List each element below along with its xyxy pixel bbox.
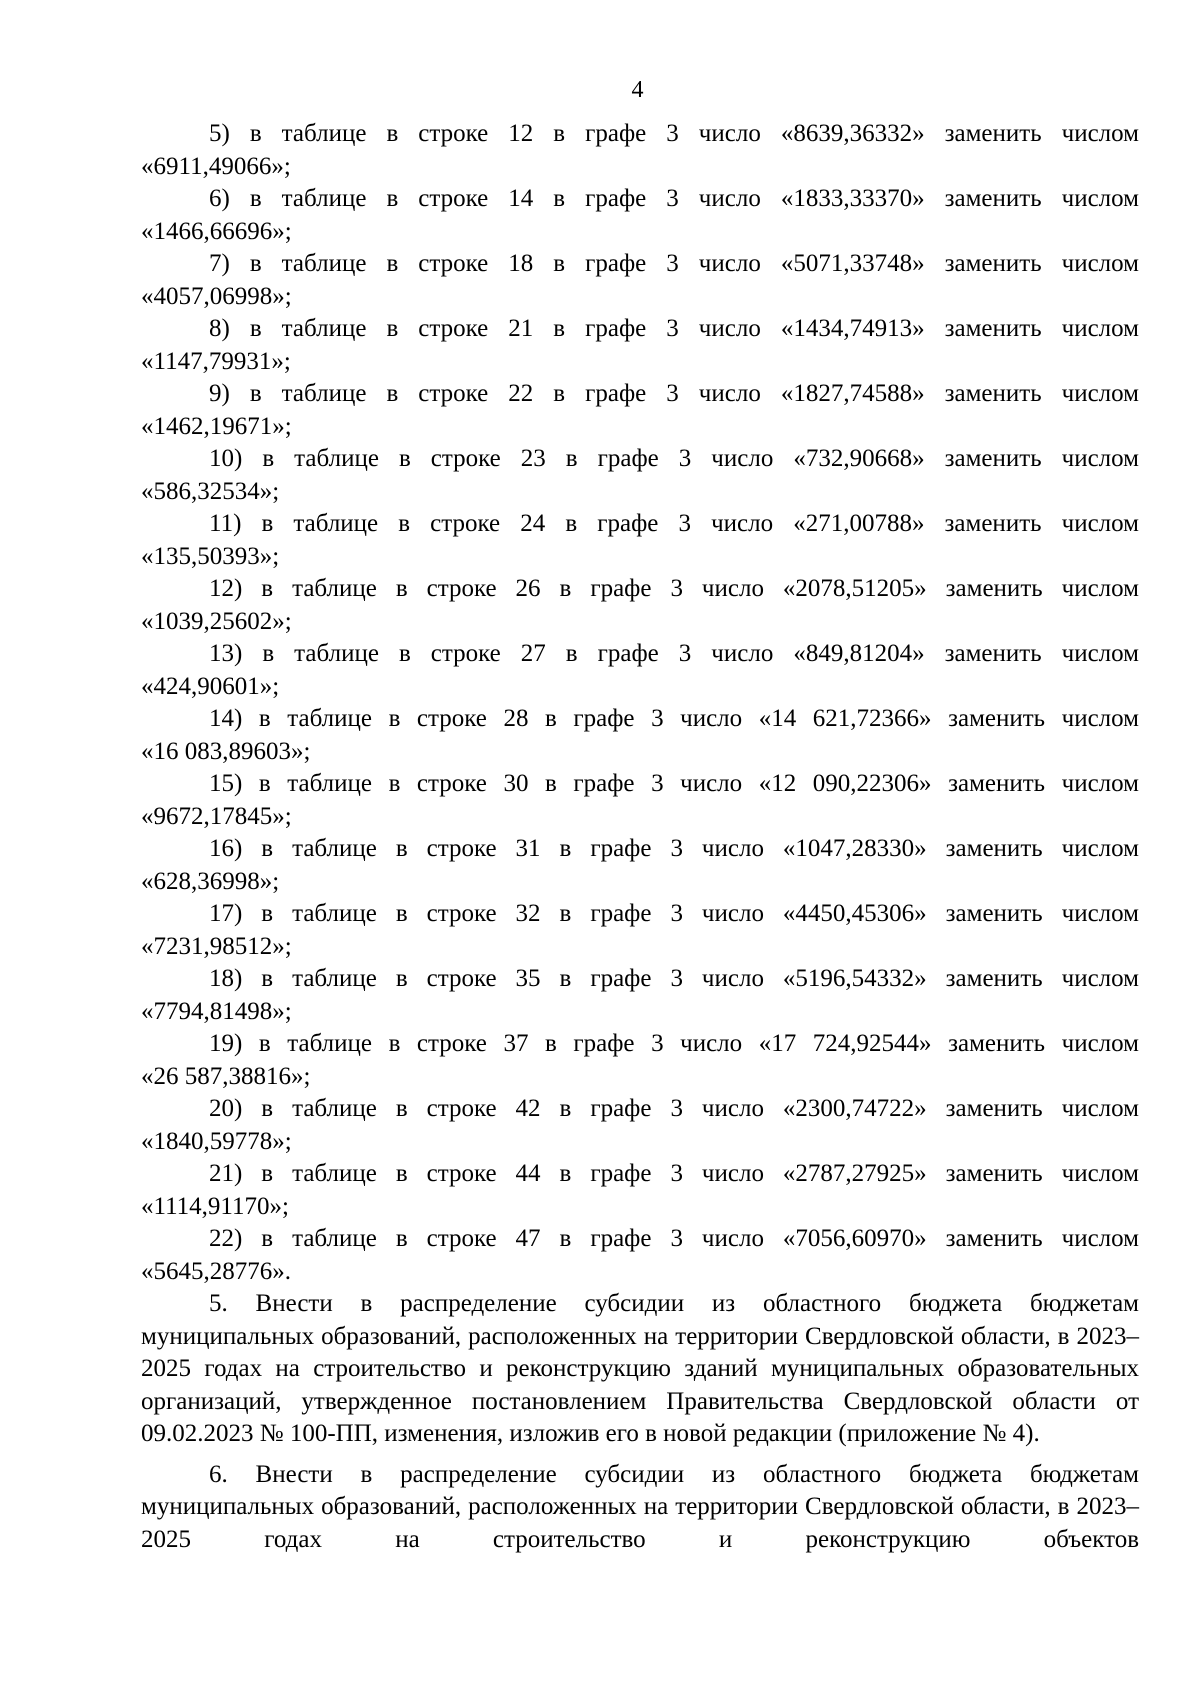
list-item-text: 12) в таблице в строке 26 в графе 3 число «2078,51205» заменить числом [209, 575, 1139, 602]
list-item-value: «16 083,89603»; [141, 737, 311, 765]
list-item [141, 1158, 1139, 1223]
list-item-text: 15) в таблице в строке 30 в графе 3 число «12 090,22306» заменить числом [209, 770, 1139, 797]
list-item-value: «1840,59778»; [141, 1127, 292, 1155]
list-item [141, 183, 1139, 248]
list-item [141, 378, 1139, 443]
list-item-value: «26 587,38816»; [141, 1062, 311, 1090]
list-item-text: 21) в таблице в строке 44 в графе 3 число «2787,27925» заменить числом [209, 1160, 1139, 1187]
list-item-text: 16) в таблице в строке 31 в графе 3 число «1047,28330» заменить числом [209, 835, 1139, 862]
list-item [141, 313, 1139, 378]
list-item-text: 19) в таблице в строке 37 в графе 3 число «17 724,92544» заменить числом [209, 1030, 1139, 1057]
list-item-text: 17) в таблице в строке 32 в графе 3 число «4450,45306» заменить числом [209, 900, 1139, 927]
document-body [141, 118, 1139, 1556]
list-item-text: 10) в таблице в строке 23 в графе 3 число «732,90668» заменить числом [209, 445, 1139, 472]
list-item-value: «1039,25602»; [141, 607, 292, 635]
list-item [141, 573, 1139, 638]
list-item-value: «4057,06998»; [141, 282, 292, 310]
list-item-text: 14) в таблице в строке 28 в графе 3 число «14 621,72366» заменить числом [209, 705, 1139, 732]
list-item [141, 638, 1139, 703]
list-item-value: «424,90601»; [141, 672, 280, 700]
list-item-text: 7) в таблице в строке 18 в графе 3 число «5071,33748» заменить числом [209, 250, 1139, 277]
list-item-value: «7794,81498»; [141, 997, 292, 1025]
list-item [141, 118, 1139, 183]
list-item-text: 8) в таблице в строке 21 в графе 3 число «1434,74913» заменить числом [209, 315, 1139, 342]
list-item-text: 22) в таблице в строке 47 в графе 3 число «7056,60970» заменить числом [209, 1225, 1139, 1252]
list-item [141, 768, 1139, 833]
list-item-value: «1462,19671»; [141, 412, 292, 440]
list-item-text: 11) в таблице в строке 24 в графе 3 число «271,00788» заменить числом [209, 510, 1139, 537]
list-item [141, 443, 1139, 508]
list-item [141, 833, 1139, 898]
paragraph-6: 6. Внести в распределение субсидии из областного бюджета бюджетам муниципальных образований, расположенных на территории Свердловской области, в 2023–2025 годах на строительство и реконструкцию объектов [141, 1460, 1139, 1553]
list-item-value: «5645,28776». [141, 1257, 291, 1285]
list-item-text: 18) в таблице в строке 35 в графе 3 число «5196,54332» заменить числом [209, 965, 1139, 992]
list-item-text: 6) в таблице в строке 14 в графе 3 число «1833,33370» заменить числом [209, 185, 1139, 212]
list-item [141, 508, 1139, 573]
list-item-text: 13) в таблице в строке 27 в графе 3 число «849,81204» заменить числом [209, 640, 1139, 667]
list-item-value: «135,50393»; [141, 542, 280, 570]
list-item-text: 5) в таблице в строке 12 в графе 3 число «8639,36332» заменить числом [209, 120, 1139, 147]
paragraph-5: 5. Внести в распределение субсидии из областного бюджета бюджетам муниципальных образований, расположенных на территории Свердловской области, в 2023–2025 годах на строительство и реконструкцию зданий муниципальных образовательных организаций, утвержденное постановлением Правительства Свердловской области от 09.02.2023 № 100-ПП, изменения, изложив его в новой редакции (приложение № 4). [141, 1290, 1139, 1447]
list-item [141, 1223, 1139, 1288]
list-item-value: «9672,17845»; [141, 802, 292, 830]
list-item [141, 1093, 1139, 1158]
page-number: 4 [631, 77, 644, 103]
list-item [141, 898, 1139, 963]
list-item-value: «1114,91170»; [141, 1192, 289, 1220]
list-item-value: «1466,66696»; [141, 217, 292, 245]
list-item-value: «628,36998»; [141, 867, 280, 895]
list-item [141, 248, 1139, 313]
list-item [141, 703, 1139, 768]
list-item [141, 963, 1139, 1028]
list-item [141, 1028, 1139, 1093]
list-item-value: «7231,98512»; [141, 932, 292, 960]
list-item-text: 9) в таблице в строке 22 в графе 3 число «1827,74588» заменить числом [209, 380, 1139, 407]
list-item-value: «6911,49066»; [141, 152, 291, 180]
list-item-text: 20) в таблице в строке 42 в графе 3 число «2300,74722» заменить числом [209, 1095, 1139, 1122]
list-item-value: «1147,79931»; [141, 347, 291, 375]
list-item-value: «586,32534»; [141, 477, 280, 505]
